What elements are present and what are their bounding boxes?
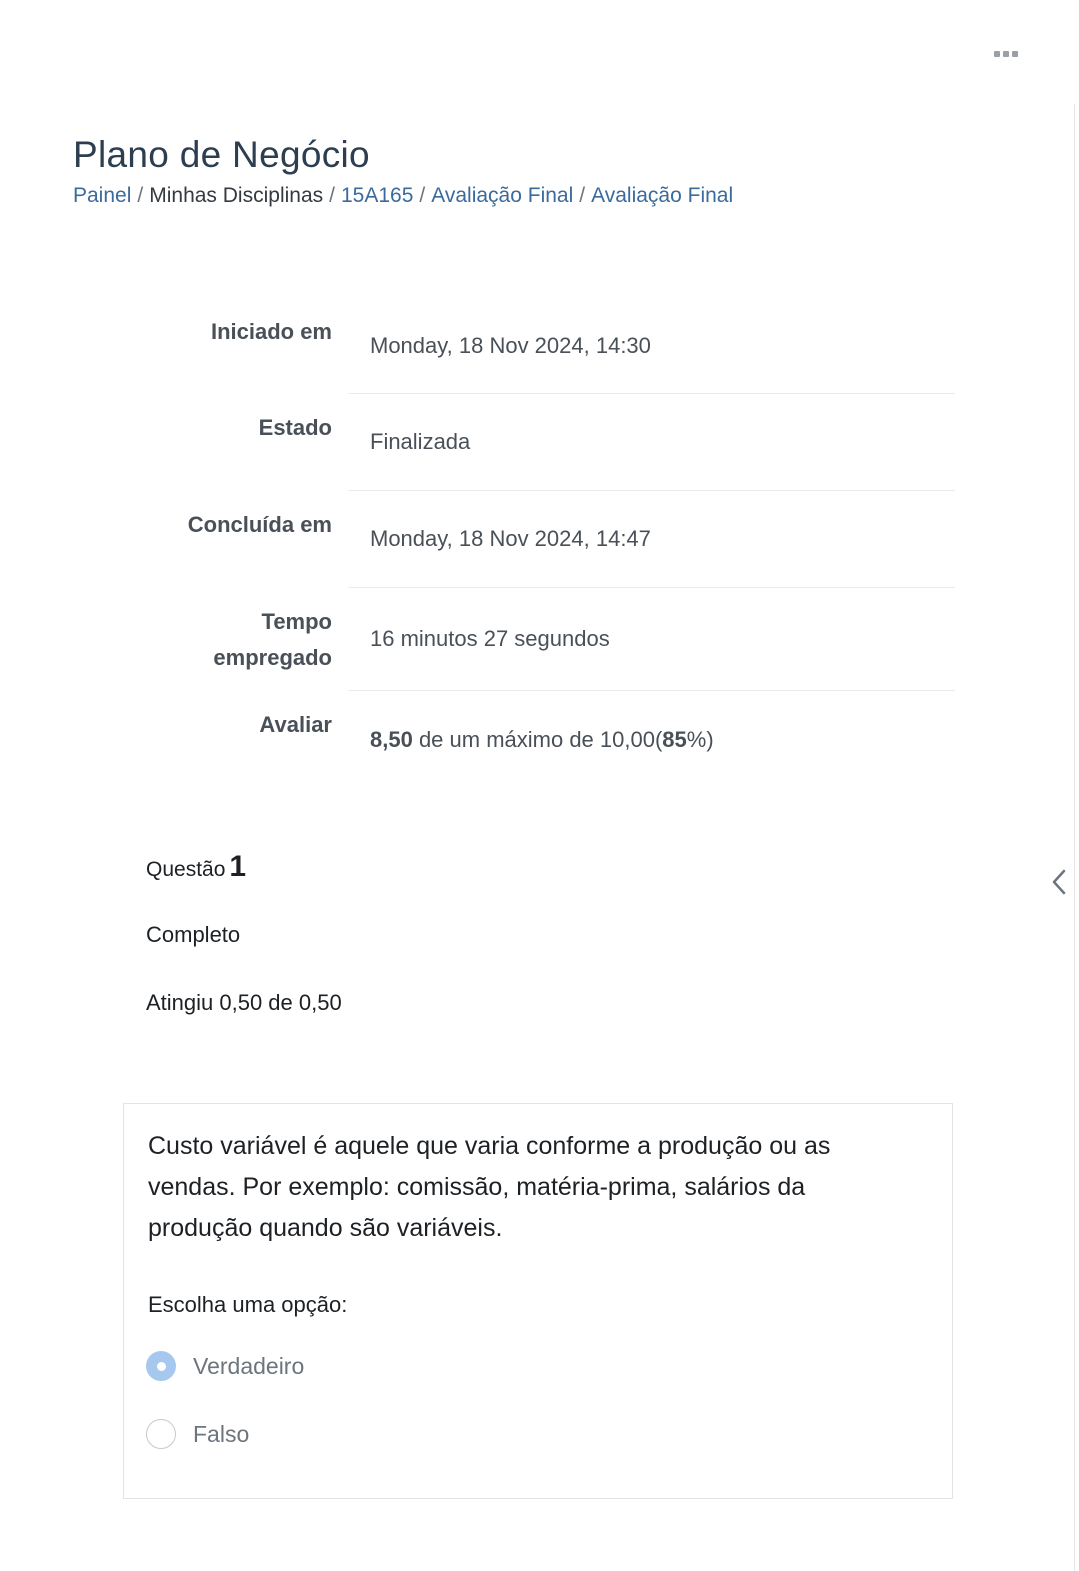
breadcrumb-painel[interactable]: Painel	[73, 184, 132, 207]
row-divider	[348, 587, 955, 588]
breadcrumb	[73, 184, 733, 208]
question-number	[146, 850, 247, 883]
grade-max-text: de um máximo de 10,00(	[412, 727, 663, 752]
time-label	[132, 604, 332, 676]
option-falso[interactable]	[146, 1419, 249, 1449]
question-formulation	[123, 1103, 953, 1499]
answer-prompt: Escolha uma opção:	[148, 1292, 348, 1317]
state-label: Estado	[258, 415, 332, 440]
question-text: Custo variável é aquele que varia conforme a produção ou as vendas. Por exemplo: comissão, matéria-prima, salários da produção quando são variáveis.	[148, 1132, 831, 1242]
time-value: 16 minutos 27 segundos	[370, 626, 610, 651]
grade-percent: 85	[662, 727, 687, 752]
chevron-left-icon	[1051, 869, 1067, 895]
drawer-toggle-button[interactable]	[1044, 862, 1074, 902]
grade-score: 8,50	[370, 727, 413, 752]
row-divider	[348, 690, 955, 691]
row-divider	[348, 393, 955, 394]
option-label: Verdadeiro	[193, 1352, 305, 1379]
question-number-value: 1	[229, 850, 247, 883]
breadcrumb-quiz[interactable]: Avaliação Final	[591, 184, 734, 207]
row-divider	[348, 490, 955, 491]
more-dots-icon	[994, 51, 1000, 57]
radio-button-checked[interactable]	[146, 1351, 176, 1381]
question-grade: Atingiu 0,50 de 0,50	[146, 990, 342, 1015]
question-info	[146, 850, 246, 884]
more-dots-icon-dot	[1012, 51, 1018, 57]
breadcrumb-section[interactable]: Avaliação Final	[431, 184, 574, 207]
started-value: Monday, 18 Nov 2024, 14:30	[370, 333, 651, 358]
option-verdadeiro[interactable]	[146, 1351, 304, 1381]
breadcrumb-separator: /	[329, 184, 335, 207]
grade-label: Avaliar	[259, 712, 332, 737]
more-options-button[interactable]	[984, 38, 1028, 70]
question-number-label: Questão	[146, 858, 226, 881]
breadcrumb-separator: /	[137, 184, 144, 207]
breadcrumb-separator: /	[419, 184, 426, 207]
time-label-line2: empregado	[213, 645, 332, 670]
grade-percent-end: %)	[686, 727, 714, 752]
started-label: Iniciado em	[210, 319, 332, 344]
option-label: Falso	[193, 1420, 250, 1447]
completed-value: Monday, 18 Nov 2024, 14:47	[370, 526, 651, 551]
question-state: Completo	[146, 922, 241, 947]
radio-dot	[157, 1362, 166, 1371]
breadcrumb-separator: /	[579, 184, 586, 207]
drawer-edge	[1074, 104, 1075, 1571]
breadcrumb-minhas-disciplinas: Minhas Disciplinas	[149, 184, 324, 207]
grade-value	[370, 722, 714, 758]
state-value: Finalizada	[370, 429, 471, 454]
completed-label: Concluída em	[187, 512, 332, 537]
breadcrumb-course[interactable]: 15A165	[340, 184, 414, 207]
more-dots-icon-dot	[1003, 51, 1009, 57]
radio-button[interactable]	[146, 1419, 176, 1449]
time-label-line1: Tempo	[261, 609, 332, 634]
page-title: Plano de Negócio	[73, 134, 370, 175]
